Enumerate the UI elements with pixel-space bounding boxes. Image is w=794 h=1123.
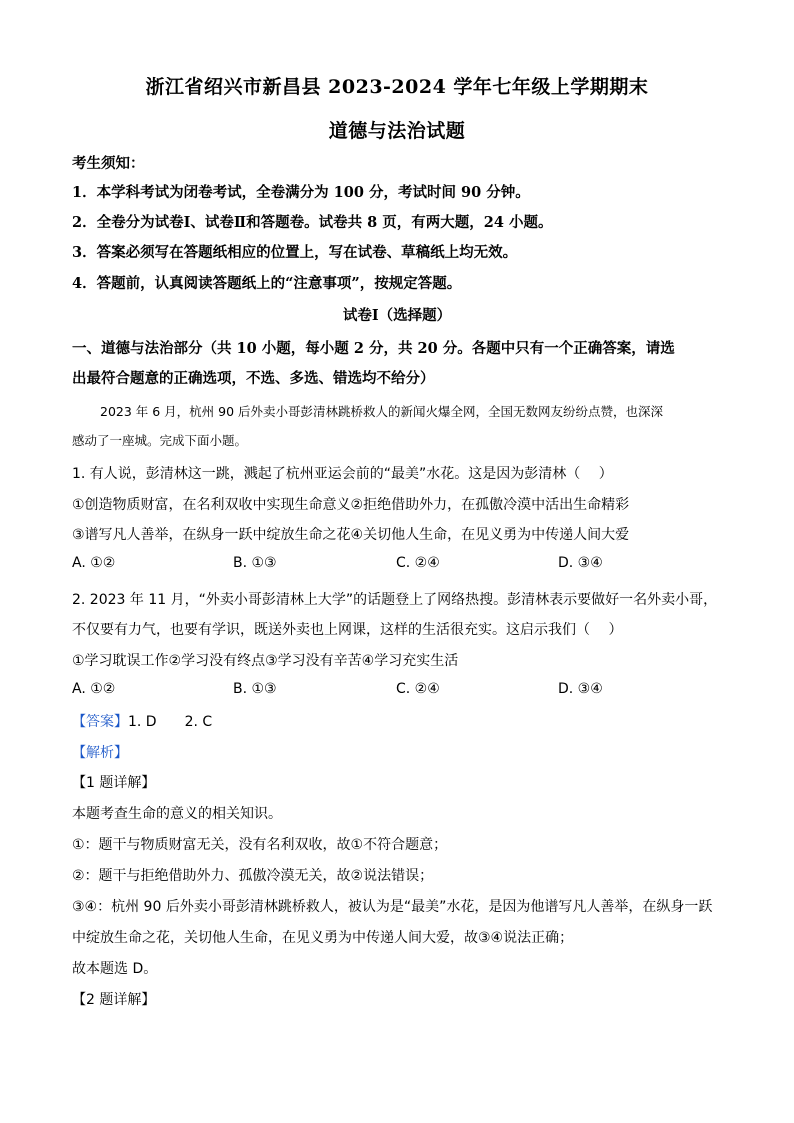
question-2-option-c: C. ②④ (396, 681, 440, 697)
notice-heading: 考生须知： (72, 155, 145, 172)
q1-analysis-line: 故本题选 D。 (72, 961, 158, 977)
question-2-statements: ①学习耽误工作②学习没有终点③学习没有辛苦④学习充实生活 (72, 653, 459, 669)
question-1-stem: 1. 有人说，彭清林这一跳，溅起了杭州亚运会前的“最美”水花。这是因为彭清林（ ） (72, 466, 613, 482)
question-2-stem: 2. 2023 年 11 月，“外卖小哥彭清林上大学”的话题登上了网络热搜。彭清林表示要做好一名外卖小哥， (72, 592, 718, 608)
question-2-option-b: B. ①③ (233, 681, 277, 697)
question-1-option-d: D. ③④ (558, 555, 603, 571)
part-instructions-line2: 出最符合题意的正确选项，不选、多选、错选均不给分） (72, 370, 435, 387)
question-1-option-b: B. ①③ (233, 555, 277, 571)
analysis-tag: 【解析】 (72, 745, 128, 761)
q1-analysis-line: 本题考查生命的意义的相关知识。 (72, 806, 282, 822)
notice-item: 2．全卷分为试卷Ⅰ、试卷Ⅱ和答题卷。试卷共 8 页，有两大题，24 小题。 (72, 214, 553, 231)
material-line2: 感动了一座城。完成下面小题。 (72, 433, 248, 448)
q1-analysis-line: 中绽放生命之花，关切他人生命，在见义勇为中传递人间大爱，故③④说法正确； (72, 930, 574, 946)
paper-title: 试卷Ⅰ（选择题） (342, 307, 452, 324)
question-2-stem: 不仅要有力气，也要有学识，既送外卖也上网课，这样的生活很充实。这启示我们（ ） (72, 622, 623, 638)
question-2-option-a: A. ①② (72, 681, 116, 697)
notice-item: 1．本学科考试为闭卷考试，全卷满分为 100 分，考试时间 90 分钟。 (72, 184, 530, 201)
question-1-option-c: C. ②④ (396, 555, 440, 571)
question-1-statements: ③谱写凡人善举，在纵身一跃中绽放生命之花④关切他人生命，在见义勇为中传递人间大爱 (72, 527, 630, 543)
q2-analysis-tag: 【2 题详解】 (72, 992, 156, 1008)
answer-row (72, 711, 732, 731)
q1-analysis-line: ②：题干与拒绝借助外力、孤傲冷漠无关，故②说法错误； (72, 868, 434, 884)
question-1-statements: ①创造物质财富，在名利双收中实现生命意义②拒绝借助外力，在孤傲冷漠中活出生命精彩 (72, 497, 630, 513)
question-2-option-d: D. ③④ (558, 681, 603, 697)
answer-tag: 【答案】 (72, 714, 128, 730)
answer-text: 1. D 2. C (128, 714, 213, 730)
q1-analysis-line: ③④：杭州 90 后外卖小哥彭清林跳桥救人，被认为是“最美”水花，是因为他谱写凡人善举，在纵身一跃 (72, 899, 713, 915)
question-1-option-a: A. ①② (72, 555, 116, 571)
part-instructions-line1: 一、道德与法治部分（共 10 小题，每小题 2 分，共 20 分。各题中只有一个正确答案，请选 (72, 340, 675, 357)
q1-analysis-tag: 【1 题详解】 (72, 775, 156, 791)
exam-title-line2: 道德与法治试题 (328, 120, 466, 142)
q1-analysis-line: ①：题干与物质财富无关，没有名利双收，故①不符合题意； (72, 837, 448, 853)
notice-item: 4．答题前，认真阅读答题纸上的“注意事项”，按规定答题。 (72, 275, 462, 292)
notice-item: 3．答案必须写在答题纸相应的位置上，写在试卷、草稿纸上均无效。 (72, 244, 518, 261)
material-line1: 2023 年 6 月，杭州 90 后外卖小哥彭清林跳桥救人的新闻火爆全网，全国无数网友纷纷点赞，也深深 (100, 404, 664, 419)
exam-title-line1: 浙江省绍兴市新昌县 2023-2024 学年七年级上学期期末 (145, 76, 649, 98)
